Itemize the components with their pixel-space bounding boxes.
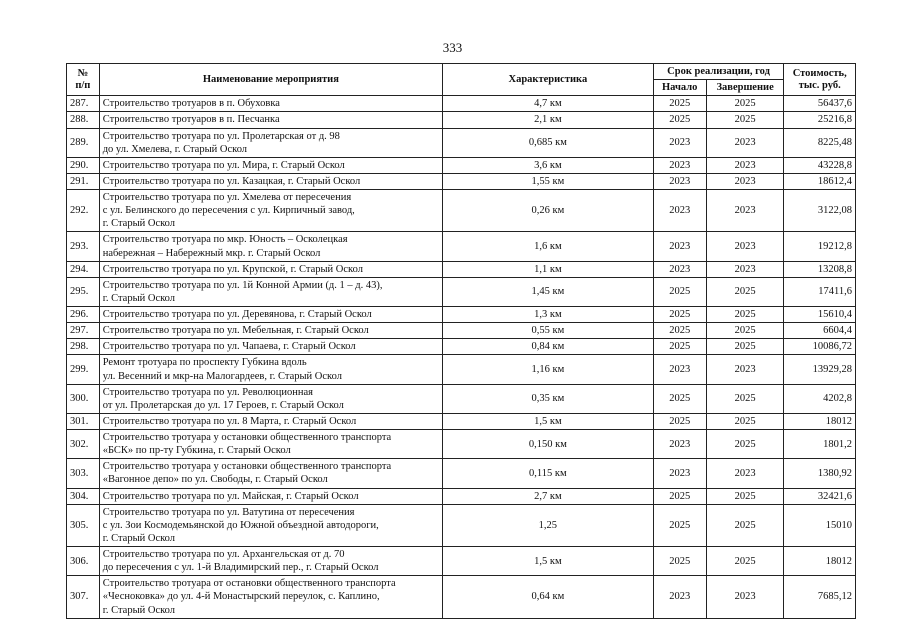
row-number: 306. [67, 547, 100, 576]
row-number: 298. [67, 339, 100, 355]
row-name: Строительство тротуара по мкр. Юность – Осколецкая набережная – Набережный мкр. г. Старый Оскол [99, 232, 442, 261]
row-end-year: 2025 [706, 277, 784, 306]
table-row [67, 339, 856, 355]
row-number: 305. [67, 504, 100, 546]
table-row [67, 384, 856, 413]
row-name: Строительство тротуара по ул. Хмелева от пересечения с ул. Белинского до пересечения с ул. Кирпичный завод, г. Старый Оскол [99, 190, 442, 232]
table-row [67, 96, 856, 112]
row-characteristic: 0,685 км [443, 128, 654, 157]
row-name: Строительство тротуара по ул. 8 Марта, г. Старый Оскол [99, 413, 442, 429]
row-start-year: 2025 [653, 504, 706, 546]
row-cost: 43228,8 [784, 157, 856, 173]
row-number: 294. [67, 261, 100, 277]
table-row [67, 430, 856, 459]
row-number: 303. [67, 459, 100, 488]
row-name: Строительство тротуара по ул. Пролетарская от д. 98 до ул. Хмелева, г. Старый Оскол [99, 128, 442, 157]
row-start-year: 2025 [653, 323, 706, 339]
row-number: 287. [67, 96, 100, 112]
header-number-line1: № [77, 68, 89, 80]
table-row [67, 261, 856, 277]
table-body [67, 96, 856, 618]
row-characteristic: 2,1 км [443, 112, 654, 128]
table-row [67, 488, 856, 504]
row-name: Строительство тротуара у остановки общественного транспорта «Вагонное депо» по ул. Свободы, г. Старый Оскол [99, 459, 442, 488]
row-end-year: 2023 [706, 232, 784, 261]
header-end: Завершение [706, 80, 784, 96]
row-number: 292. [67, 190, 100, 232]
row-name: Строительство тротуара по ул. Мира, г. Старый Оскол [99, 157, 442, 173]
row-characteristic: 1,25 [443, 504, 654, 546]
row-name: Строительство тротуара по ул. Мебельная, г. Старый Оскол [99, 323, 442, 339]
row-cost: 7685,12 [784, 576, 856, 618]
row-characteristic: 1,5 км [443, 547, 654, 576]
row-characteristic: 0,35 км [443, 384, 654, 413]
row-end-year: 2025 [706, 384, 784, 413]
row-start-year: 2023 [653, 355, 706, 384]
row-characteristic: 0,26 км [443, 190, 654, 232]
row-name: Строительство тротуара по ул. Крупской, г. Старый Оскол [99, 261, 442, 277]
row-end-year: 2025 [706, 339, 784, 355]
table-row [67, 190, 856, 232]
header-number [67, 64, 100, 96]
table-row [67, 277, 856, 306]
row-start-year: 2023 [653, 232, 706, 261]
row-end-year: 2023 [706, 576, 784, 618]
table-row [67, 504, 856, 546]
row-start-year: 2025 [653, 339, 706, 355]
row-characteristic: 4,7 км [443, 96, 654, 112]
row-start-year: 2025 [653, 112, 706, 128]
row-characteristic: 0,64 км [443, 576, 654, 618]
row-start-year: 2023 [653, 430, 706, 459]
table-row [67, 576, 856, 618]
row-start-year: 2025 [653, 307, 706, 323]
row-name: Ремонт тротуара по проспекту Губкина вдоль ул. Весенний и мкр-на Малогардеев, г. Старый Оскол [99, 355, 442, 384]
row-name: Строительство тротуара по ул. Революционная от ул. Пролетарская до ул. 17 Героев, г. Старый Оскол [99, 384, 442, 413]
row-cost: 18012 [784, 547, 856, 576]
table-header [67, 64, 856, 96]
row-name: Строительство тротуаров в п. Песчанка [99, 112, 442, 128]
table-row [67, 413, 856, 429]
row-end-year: 2025 [706, 323, 784, 339]
row-name: Строительство тротуара по ул. Архангельская от д. 70 до пересечения с ул. 1-й Владимирский пер., г. Старый Оскол [99, 547, 442, 576]
row-end-year: 2023 [706, 355, 784, 384]
row-characteristic: 1,5 км [443, 413, 654, 429]
row-number: 295. [67, 277, 100, 306]
row-cost: 1801,2 [784, 430, 856, 459]
row-characteristic: 1,45 км [443, 277, 654, 306]
row-end-year: 2025 [706, 307, 784, 323]
row-cost: 32421,6 [784, 488, 856, 504]
table-row [67, 547, 856, 576]
row-cost: 8225,48 [784, 128, 856, 157]
row-characteristic: 3,6 км [443, 157, 654, 173]
row-start-year: 2023 [653, 459, 706, 488]
row-name: Строительство тротуара по ул. Чапаева, г. Старый Оскол [99, 339, 442, 355]
row-name: Строительство тротуара по ул. Деревянова, г. Старый Оскол [99, 307, 442, 323]
table-row [67, 112, 856, 128]
row-number: 307. [67, 576, 100, 618]
row-start-year: 2023 [653, 157, 706, 173]
row-number: 297. [67, 323, 100, 339]
row-name: Строительство тротуара от остановки общественного транспорта «Чесноковка» до ул. 4-й Монастырский переулок, с. Каплино, г. Старый Оскол [99, 576, 442, 618]
row-end-year: 2025 [706, 413, 784, 429]
row-cost: 1380,92 [784, 459, 856, 488]
row-number: 300. [67, 384, 100, 413]
row-end-year: 2023 [706, 173, 784, 189]
row-cost: 15610,4 [784, 307, 856, 323]
row-start-year: 2023 [653, 190, 706, 232]
row-cost: 15010 [784, 504, 856, 546]
row-name: Строительство тротуаров в п. Обуховка [99, 96, 442, 112]
row-end-year: 2025 [706, 547, 784, 576]
header-cost [784, 64, 856, 96]
header-cost-line1: Стоимость, [792, 68, 847, 80]
row-name: Строительство тротуара по ул. Казацкая, г. Старый Оскол [99, 173, 442, 189]
header-cost-line2: тыс. руб. [798, 79, 841, 91]
header-start: Начало [653, 80, 706, 96]
row-end-year: 2025 [706, 96, 784, 112]
row-start-year: 2025 [653, 384, 706, 413]
header-period: Срок реализации, год [653, 64, 784, 80]
row-number: 291. [67, 173, 100, 189]
row-number: 288. [67, 112, 100, 128]
row-name: Строительство тротуара по ул. Майская, г. Старый Оскол [99, 488, 442, 504]
row-number: 301. [67, 413, 100, 429]
row-cost: 56437,6 [784, 96, 856, 112]
row-number: 290. [67, 157, 100, 173]
row-number: 289. [67, 128, 100, 157]
row-start-year: 2025 [653, 547, 706, 576]
row-name: Строительство тротуара по ул. Ватутина от пересечения с ул. Зои Космодемьянской до Южной объездной автодороги, г. Старый Оскол [99, 504, 442, 546]
row-characteristic: 2,7 км [443, 488, 654, 504]
row-cost: 13208,8 [784, 261, 856, 277]
row-number: 299. [67, 355, 100, 384]
row-cost: 6604,4 [784, 323, 856, 339]
row-start-year: 2023 [653, 261, 706, 277]
row-cost: 10086,72 [784, 339, 856, 355]
row-cost: 19212,8 [784, 232, 856, 261]
row-cost: 18612,4 [784, 173, 856, 189]
row-number: 302. [67, 430, 100, 459]
row-cost: 4202,8 [784, 384, 856, 413]
header-name: Наименование мероприятия [99, 64, 442, 96]
row-characteristic: 1,1 км [443, 261, 654, 277]
table-row [67, 232, 856, 261]
row-start-year: 2025 [653, 277, 706, 306]
row-start-year: 2025 [653, 488, 706, 504]
row-start-year: 2023 [653, 173, 706, 189]
row-end-year: 2023 [706, 261, 784, 277]
row-cost: 25216,8 [784, 112, 856, 128]
measures-table [66, 63, 856, 619]
table-row [67, 459, 856, 488]
row-name: Строительство тротуара по ул. 1й Конной Армии (д. 1 – д. 43), г. Старый Оскол [99, 277, 442, 306]
row-end-year: 2023 [706, 157, 784, 173]
row-name: Строительство тротуара у остановки общественного транспорта «БСК» по пр-ту Губкина, г. Старый Оскол [99, 430, 442, 459]
table-row [67, 157, 856, 173]
table-row [67, 173, 856, 189]
table-row [67, 307, 856, 323]
page-number: 333 [442, 40, 463, 55]
row-number: 296. [67, 307, 100, 323]
row-end-year: 2025 [706, 504, 784, 546]
row-characteristic: 1,3 км [443, 307, 654, 323]
row-end-year: 2023 [706, 459, 784, 488]
row-characteristic: 0,55 км [443, 323, 654, 339]
header-characteristic: Характеристика [443, 64, 654, 96]
row-cost: 3122,08 [784, 190, 856, 232]
row-end-year: 2023 [706, 128, 784, 157]
row-number: 304. [67, 488, 100, 504]
table-row [67, 128, 856, 157]
row-characteristic: 1,16 км [443, 355, 654, 384]
row-characteristic: 1,6 км [443, 232, 654, 261]
row-start-year: 2025 [653, 96, 706, 112]
row-cost: 13929,28 [784, 355, 856, 384]
row-characteristic: 0,150 км [443, 430, 654, 459]
row-start-year: 2025 [653, 413, 706, 429]
row-characteristic: 0,84 км [443, 339, 654, 355]
table-row [67, 323, 856, 339]
row-characteristic: 1,55 км [443, 173, 654, 189]
table-row [67, 355, 856, 384]
row-cost: 17411,6 [784, 277, 856, 306]
row-number: 293. [67, 232, 100, 261]
row-end-year: 2025 [706, 112, 784, 128]
row-start-year: 2023 [653, 128, 706, 157]
row-characteristic: 0,115 км [443, 459, 654, 488]
row-end-year: 2025 [706, 430, 784, 459]
row-cost: 18012 [784, 413, 856, 429]
row-start-year: 2023 [653, 576, 706, 618]
row-end-year: 2023 [706, 190, 784, 232]
row-end-year: 2025 [706, 488, 784, 504]
header-number-line2: п/п [75, 79, 91, 91]
